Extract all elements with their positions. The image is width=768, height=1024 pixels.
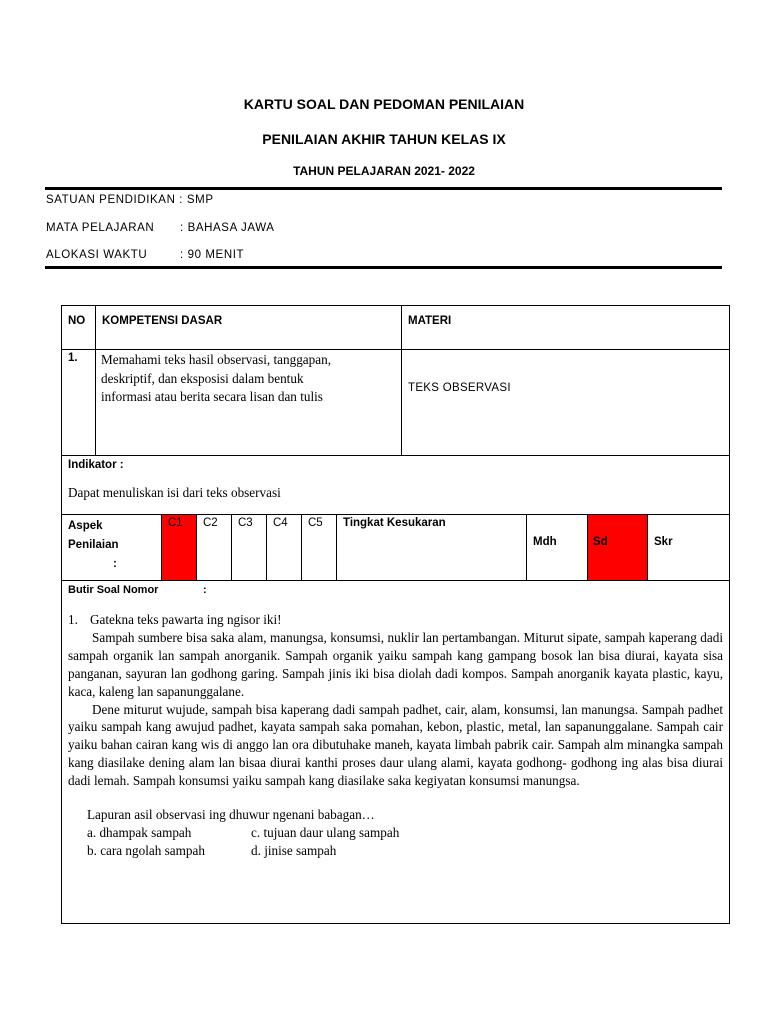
level-c3: C3 [238, 517, 253, 529]
col-kd-header: KOMPETENSI DASAR [102, 315, 223, 327]
difficulty-mdh: Mdh [533, 536, 557, 548]
butir-colon: : [203, 584, 207, 596]
meta-subject [46, 222, 275, 234]
option-a: a. dhampak sampah [87, 824, 192, 840]
indikator-text: Dapat menuliskan isi dari teks observasi [68, 485, 281, 500]
question-paragraph-2: Dene miturut wujude, sampah bisa kaperang dadi sampah padhet, cair, alam, konsumsi, lan manungsa. Sampah padhet yaiku sampah kang awujud padhet, kayata sampah saka pomahan, kebon, plastic, metal, lan sapanunggalane. Sampah cair yaiku bahan cairan kang wis di anggo lan ora dibutuhake maneh, kayata limbah pabrik cair. Sampah alm minangka sampah kang diasilake dening alam lan bisaa diurai kanthi proses daur ulang alami, kayata godhong- godhong ing alas bisa diurai dadi lemah. Sampah konsumsi yaiku sampah kang diasilake saka kegiyatan konsumsi manungsa. [68, 701, 723, 789]
question-prompt-text: Gatekna teks pawarta ing ngisor iki! [90, 612, 282, 627]
aspek-divider-9 [647, 514, 648, 580]
question-paragraph-1: Sampah sumbere bisa saka alam, manungsa, konsumsi, nuklir lan pertambangan. Miturut sipate, sampah kaperang dadi sampah organik lan sampah anorganik. Sampah organik yaiku sampah kang gampang bosok lan bisa diurai, kayata sisa panganan, sayuran lan godhong garing. Sampah jinis iki bisa diolah dadi kompos. Sampah anorganik kayata plastic, kayu, kaca, kaleng lan sapanunggalane. [68, 629, 723, 699]
options-row-1 [68, 824, 723, 842]
meta-time-label: ALOKASI WAKTU [46, 249, 148, 261]
aspek-divider-2 [196, 514, 197, 580]
meta-school-value: : SMP [179, 194, 214, 206]
kd-line-3: informasi atau berita secara lisan dan tulis [101, 389, 323, 404]
aspek-divider-5 [301, 514, 302, 580]
aspek-colon: : [113, 558, 117, 570]
question-ask: Lapuran asil observasi ing dhuwur ngenani babagan… [87, 807, 375, 823]
options-row-2 [68, 842, 723, 860]
question-number: 1. [68, 612, 78, 627]
kd-text [101, 351, 331, 407]
document-title: KARTU SOAL DAN PEDOMAN PENILAIAN [243, 96, 525, 112]
kd-line-1: Memahami teks hasil observasi, tanggapan, [101, 352, 331, 367]
indikator-label: Indikator : [68, 459, 124, 471]
aspek-divider-4 [266, 514, 267, 580]
difficulty-skr: Skr [654, 536, 673, 548]
row-number: 1. [68, 352, 78, 364]
option-c: c. tujuan daur ulang sampah [251, 824, 400, 840]
option-b: b. cara ngolah sampah [87, 842, 205, 858]
aspek-divider-7 [526, 514, 527, 580]
header-row-divider [61, 349, 730, 350]
meta-subject-label: MATA PELAJARAN [46, 222, 155, 234]
level-c5: C5 [308, 517, 323, 529]
question-body [68, 611, 723, 860]
meta-time-value: : 90 MENIT [180, 249, 245, 261]
aspek-divider-8 [587, 514, 588, 580]
kd-line-2: deskriptif, dan eksposisi dalam bentuk [101, 370, 304, 386]
top-rule [45, 187, 722, 190]
aspek-line-1: Aspek [68, 520, 103, 532]
document-subtitle: PENILAIAN AKHIR TAHUN KELAS IX [262, 131, 506, 147]
col-materi-header: MATERI [408, 315, 452, 327]
level-c1: C1 [168, 517, 183, 529]
materi-value: TEKS OBSERVASI [408, 382, 511, 394]
aspek-divider-6 [336, 514, 337, 580]
meta-time [46, 249, 244, 261]
col-no-header: NO [68, 315, 86, 327]
academic-year: TAHUN PELAJARAN 2021- 2022 [293, 164, 475, 178]
bottom-rule [45, 266, 722, 269]
meta-subject-value: : BAHASA JAWA [180, 222, 275, 234]
level-c2: C2 [203, 517, 218, 529]
aspek-divider-1 [161, 514, 162, 580]
level-c4: C4 [273, 517, 288, 529]
option-d: d. jinise sampah [251, 842, 337, 858]
aspek-label [68, 517, 119, 574]
aspek-divider-3 [231, 514, 232, 580]
kd-row-divider [61, 455, 730, 456]
tingkat-label: Tingkat Kesukaran [343, 517, 446, 529]
butir-label: Butir Soal Nomor [68, 584, 159, 596]
materi-col-divider [401, 305, 402, 455]
aspek-row-divider [61, 580, 730, 581]
no-col-divider [95, 305, 96, 455]
question-prompt [68, 611, 723, 629]
meta-school-label: SATUAN PENDIDIKAN [46, 194, 176, 206]
difficulty-sd: Sd [593, 536, 608, 548]
meta-school [46, 194, 214, 206]
aspek-line-2: Penilaian [68, 539, 119, 551]
